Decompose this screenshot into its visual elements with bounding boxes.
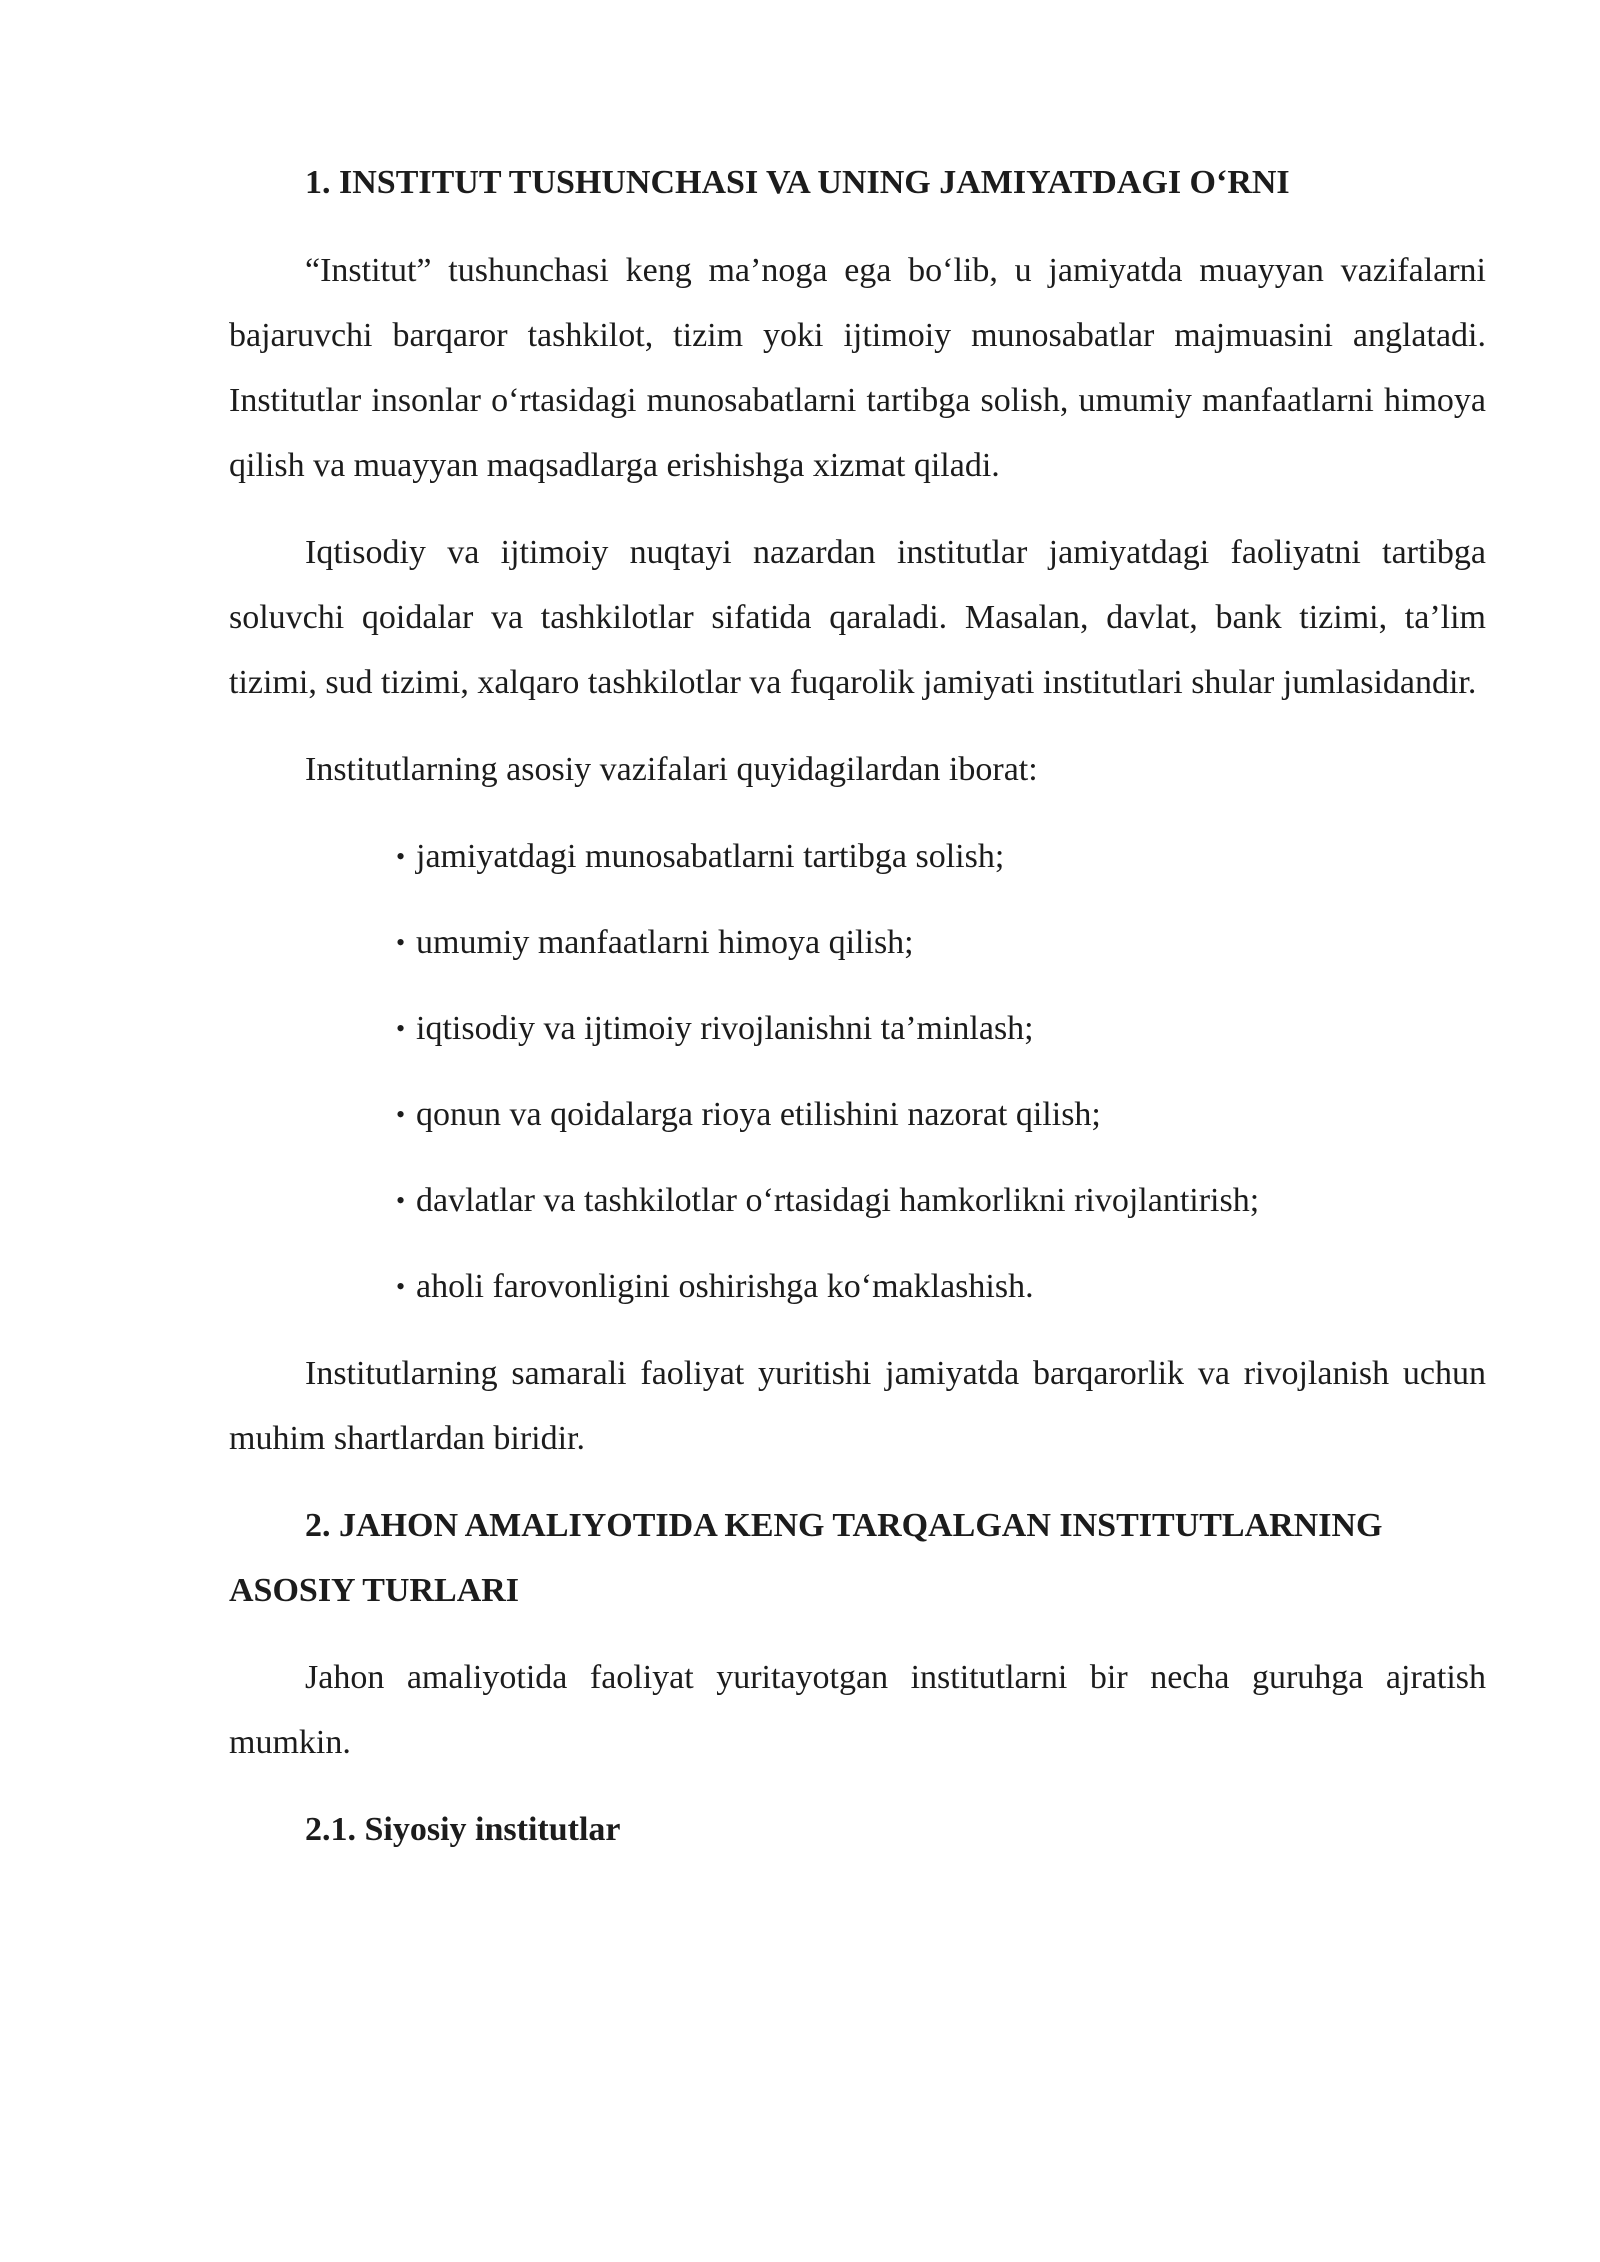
section-1-paragraph-1: “Institut” tushunchasi keng ma’noga ega bo‘lib, u jamiyatda muayyan vazifalarni bajaruvchi barqaror tashkilot, tizim yoki ijtimoiy munosabatlar majmuasini anglatadi. Institutlar insonlar o‘rtasidagi munosabatlarni tartibga solish, umumiy manfaatlarni himoya qilish va muayyan maqsadlarga erishishga xizmat qiladi. <box>229 252 1486 484</box>
section-1-closing-paragraph: Institutlarning samarali faoliyat yuritishi jamiyatda barqarorlik va rivojlanish uchun muhim shartlardan biridir. <box>229 1355 1486 1457</box>
list-item <box>396 1082 1486 1147</box>
bullet-icon: • <box>396 842 406 871</box>
bullet-icon: • <box>396 1186 406 1215</box>
list-item <box>396 1254 1486 1319</box>
list-item-text: aholi farovonligini oshirishga ko‘maklashish. <box>416 1268 1034 1305</box>
section-2-heading: 2. JAHON AMALIYOTIDA KENG TARQALGAN INSTITUTLARNING ASOSIY TURLARI <box>229 1507 1383 1609</box>
list-item <box>396 996 1486 1061</box>
list-item-text: iqtisodiy va ijtimoiy rivojlanishni ta’minlash; <box>416 1010 1034 1047</box>
section-2-paragraph: Jahon amaliyotida faoliyat yuritayotgan institutlarni bir necha guruhga ajratish mumkin. <box>229 1659 1486 1761</box>
page-content <box>229 150 1486 1862</box>
list-item <box>396 824 1486 889</box>
list-item-text: jamiyatdagi munosabatlarni tartibga solish; <box>416 838 1005 875</box>
bullet-icon: • <box>396 1014 406 1043</box>
list-item-text: umumiy manfaatlarni himoya qilish; <box>416 924 914 961</box>
subsection-2-1-heading: 2.1. Siyosiy institutlar <box>305 1811 621 1848</box>
list-item-text: davlatlar va tashkilotlar o‘rtasidagi hamkorlikni rivojlantirish; <box>416 1182 1260 1219</box>
section-1-paragraph-2: Iqtisodiy va ijtimoiy nuqtayi nazardan institutlar jamiyatdagi faoliyatni tartibga soluvchi qoidalar va tashkilotlar sifatida qaraladi. Masalan, davlat, bank tizimi, ta’lim tizimi, sud tizimi, xalqaro tashkilotlar va fuqarolik jamiyati institutlari shular jumlasidandir. <box>229 534 1486 701</box>
bullet-icon: • <box>396 1100 406 1129</box>
list-item <box>396 910 1486 975</box>
list-item-text: qonun va qoidalarga rioya etilishini nazorat qilish; <box>416 1096 1101 1133</box>
section-1-heading: 1. INSTITUT TUSHUNCHASI VA UNING JAMIYATDAGI O‘RNI <box>305 164 1290 201</box>
functions-list <box>229 824 1486 1319</box>
functions-list-intro: Institutlarning asosiy vazifalari quyidagilardan iborat: <box>305 751 1038 788</box>
bullet-icon: • <box>396 928 406 957</box>
bullet-icon: • <box>396 1272 406 1301</box>
list-item <box>396 1168 1486 1233</box>
